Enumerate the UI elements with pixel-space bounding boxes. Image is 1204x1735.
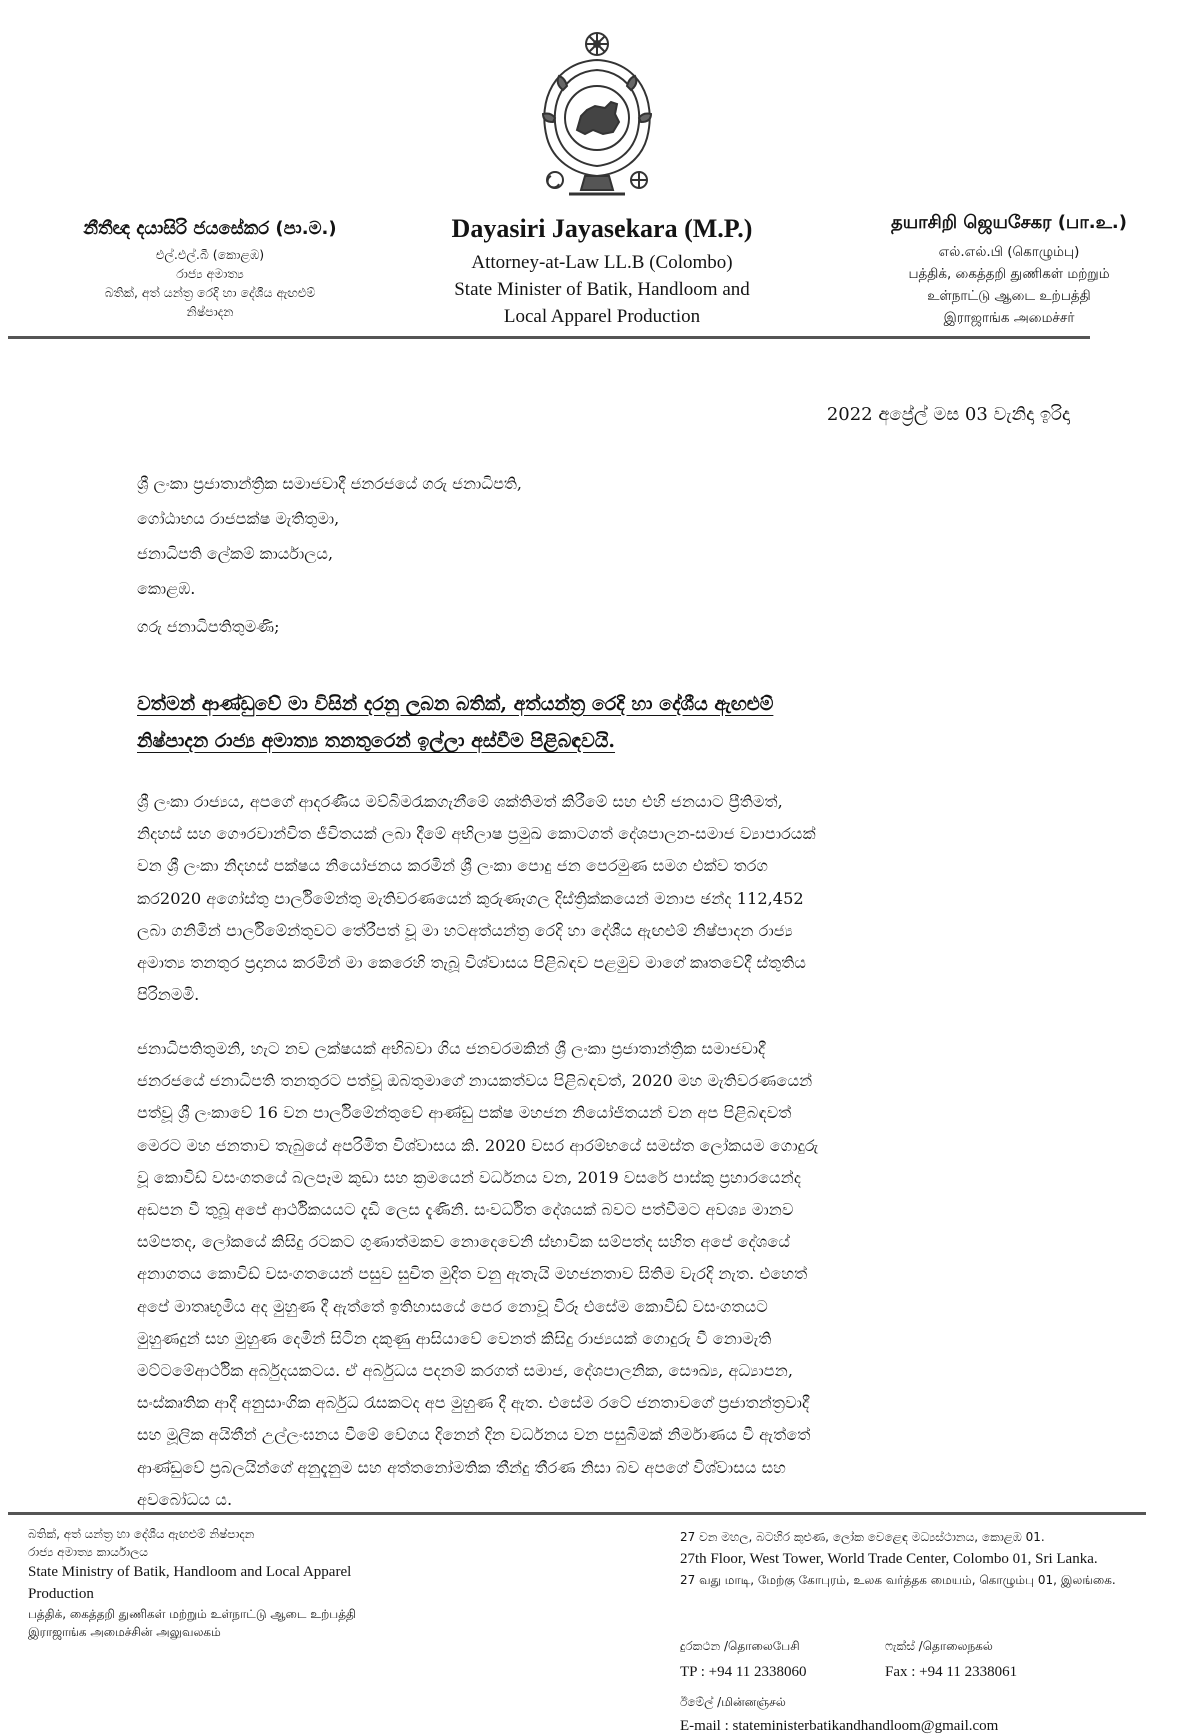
subject-line: නිෂ්පාදන රාජ්‍ය අමාත්‍ය තනතුරෙන් ඉල්ලා අස්වීම පිළිබඳවයි.	[137, 730, 616, 752]
qualification-english: Attorney-at-Law LL.B (Colombo)	[471, 252, 733, 273]
ministry-sinhala-1: බතික්, අත් යන්ත්‍ර රෙදි හා දේශීය ඇඟළුම්	[104, 285, 316, 300]
footer-office-block	[28, 1525, 448, 1641]
ministry-english-1: State Minister of Batik, Handloom and	[454, 279, 750, 300]
paragraph-2	[137, 1033, 1072, 1516]
office-name-tamil-1: பத்திக், கைத்தறி துணிகள் மற்றும் உள்நாட்டு ஆடை உற்பத்தி	[28, 1607, 356, 1621]
letterhead-tamil	[840, 212, 1178, 329]
address-tamil: 27 வது மாடி, மேற்கு கோபுரம், உலக வர்த்தக மையம், கொழும்பு 01, இலங்கை.	[680, 1573, 1116, 1587]
paragraph-line: අවබෝධය ය.	[137, 1489, 233, 1509]
email-label: ඊමේල් /மின்னஞ்சல்	[680, 1695, 786, 1709]
emblem-icon	[533, 30, 661, 198]
paragraph-line: මෙරට මහ ජනතාව තැබුයේ අපරිමිත විශ්වාසය කි. 2020 වසර ආරම්භයේ සමස්ත ලෝකයම ගොදුරු	[137, 1135, 819, 1155]
letterhead-sinhala	[30, 218, 390, 321]
ministry-tamil-2: உள்நாட்டு ஆடை உற்பத்தி	[927, 288, 1091, 304]
paragraph-line: නිදහස් සහ ගෞරවාන්විත ජීවිතයක් ලබා දීමේ අභිලාෂ ප්‍රමුඛ කොටගත් දේශපාලන-සමාජ ව්‍යාපාරයක්	[137, 824, 816, 844]
paragraph-line: ජනරජයේ ජනාධිපති තනතුරට පත්වූ ඔබතුමාගේ නායකත්වය පිළිබඳවත්, 2020 මහ මැතිවරණයෙන්	[137, 1071, 813, 1091]
phone-number: TP : +94 11 2338060	[680, 1664, 807, 1680]
paragraph-line: මට්ටමේආර්ථික අර්බුදයකටය. ඒ අර්බුධය පදනම් කරගත් සමාජ, දේශපාලනික, සෞඛ්‍ය, අධ්‍යාපන,	[137, 1361, 794, 1381]
footer-contact-block	[680, 1527, 1170, 1734]
fax-label: ෆැක්ස් /தொலைநகல்	[885, 1639, 993, 1653]
addressee-line: කොළඹ.	[137, 579, 196, 598]
paragraph-line: අපේ මාතෘභූමිය අද මුහුණ දී ඇත්තේ ඉතිහාසයේ පෙර නොවූ විරූ එසේම කොවිඩ් වසංගතයට	[137, 1296, 768, 1316]
qualification-sinhala: එල්.එල්.බී (කොළඹ)	[155, 247, 265, 262]
salutation: ගරු ජනාධිපතිතුමණි;	[137, 617, 280, 636]
ministry-tamil-3: இராஜாங்க அமைச்சர்	[943, 310, 1075, 326]
paragraph-1	[137, 786, 1072, 1011]
addressee-block	[137, 466, 1037, 606]
paragraph-line: ශ්‍රී ලංකා රාජ්‍යය, අපගේ ආදරණීය මව්බිමරැකගැනීමේ ශක්තිමත් කිරීමේ සහ එහි ජනයාට ප්‍රීතිමත්,	[137, 792, 783, 811]
email-address: E-mail : stateministerbatikandhandloom@gmail.com	[680, 1718, 999, 1734]
header-divider	[8, 336, 1090, 339]
address-english: 27th Floor, West Tower, World Trade Center, Colombo 01, Sri Lanka.	[680, 1551, 1098, 1567]
paragraph-line: ජනාධිපතිතුමනි, හැට නව ලක්ෂයක් අභිබවා ගිය ජනවරමකින් ශ්‍රී ලංකා ප්‍රජාතාන්ත්‍රික සමාජවාදී	[137, 1039, 766, 1058]
office-name-sinhala-2: රාජ්‍ය අමාත්‍ය කාර්යාලය	[28, 1545, 148, 1559]
paragraph-line: ආණ්ඩුවේ ප්‍රබලයින්ගේ අනුදැනුම සහ අත්තනෝමතික තීන්දු තීරණ නිසා බව අපගේ විශ්වාසය සහ	[137, 1457, 787, 1477]
paragraph-line: වූ කොවිඩ් වසංගතයේ බලපෑම කුඩා සහ ක්‍රමයෙන් වර්ධනය වන, 2019 වසරේ පාස්කු ප්‍රහාරයෙන්ද	[137, 1167, 802, 1187]
addressee-line: ජනාධිපති ලේකම් කාර්යාලය,	[137, 544, 334, 563]
paragraph-line: වන ශ්‍රී ලංකා නිදහස් පක්ෂය නියෝජනය කරමින් ශ්‍රී ලංකා පොදු ජන පෙරමුණ සමග එක්ව තරග	[137, 856, 769, 876]
letter-date: 2022 අප්‍රේල් මස 03 වැනිදා ඉරිදා	[826, 404, 1070, 425]
ministry-sinhala-2: නිෂ්පාදන	[186, 304, 234, 319]
minister-name-tamil: தயாசிறி ஜெயசேகர (பா.உ.)	[891, 212, 1127, 233]
office-name-sinhala-1: බතික්, අත් යන්ත්‍ර හා දේශීය ඇඟළුම් නිෂ්පාදන	[28, 1527, 255, 1541]
paragraph-line: අමාත්‍ය තනතුර ප්‍රදානය කරමින් මා කෙරෙහි තැබූ විශ්වාසය පිළිබඳව පළමුව මාගේ කෘතවේදී ස්තුතිය	[137, 953, 807, 973]
phone-label: දුරකථන /தொலைபேசி	[680, 1639, 800, 1653]
minister-name-sinhala: නීතීඥ දයාසිරි ජයසේකර (පා.ම.)	[83, 218, 337, 239]
office-name-english-1: State Ministry of Batik, Handloom and Local Apparel	[28, 1564, 352, 1580]
paragraph-line: අඩපන වී තුබූ අපේ ආර්ථිකයයට දැඩි ලෙස දැණිනි. සංවර්ධිත දේශයක් බවට පත්වීමට අවශ්‍ය මානව	[137, 1200, 794, 1220]
footer-divider	[8, 1512, 1146, 1515]
office-name-tamil-2: இராஜாங்க அமைச்சின் அலுவலகம்	[28, 1625, 221, 1639]
addressee-line: ගෝඨාභය රාජපක්ෂ මැතිතුමා,	[137, 509, 340, 528]
paragraph-line: සහ මූලික අයිතීන් උල්ලංඝනය වීමේ වේගය දිනෙන් දින වර්ධනය වන පසුබිමක් නිර්මාණය වී ඇත්තේ	[137, 1425, 811, 1445]
qualification-tamil: எல்.எல்.பி (கொழும்பு)	[938, 244, 1080, 260]
paragraph-line: අනාගතය කොවිඩ් වසංගතයෙන් පසුව සුචිත මුදිත වනු ඇතැයි මහජනතාව සිතිම වැරදි නැත. එහෙත්	[137, 1264, 808, 1284]
ministry-tamil-1: பத்திக், கைத்தறி துணிகள் மற்றும்	[908, 266, 1110, 282]
paragraph-line: පත්වූ ශ්‍රී ලංකාවේ 16 වන පාර්ලිමේන්තුවේ ආණ්ඩු පක්ෂ මහජන නියෝජිතයන් වන අප පිළිබඳවත්	[137, 1103, 792, 1123]
paragraph-line: මුහුණදුන් සහ මුහුණ දෙමින් සිටින දකුණු ආසියාවේ වෙනත් කිසිදු රාජ්‍යයක් ගොදුරු වී නොමැති	[137, 1328, 772, 1348]
paragraph-line: සම්පතද, ලෝකයේ කිසිදු රටකට ගුණාත්මකව නොදෙවෙනි ස්භාවික සම්පත්ද සහිත අපේ දේශයේ	[137, 1232, 790, 1252]
letterhead-english	[400, 214, 804, 330]
office-name-english-2: Production	[28, 1586, 94, 1602]
subject-heading	[137, 686, 1072, 760]
paragraph-line: කර2020 අගෝස්තු පාර්ලිමේන්තු මැතිවරණයෙන් කුරුණෑගල දිස්ත්‍රික්කයෙන් මනාප ඡන්ද 112,452	[137, 888, 804, 908]
minister-name-english: Dayasiri Jayasekara (M.P.)	[451, 214, 753, 243]
title-sinhala: රාජ්‍ය අමාත්‍ය	[176, 266, 244, 281]
address-sinhala: 27 වන මහල, බටහිර කුළුණ, ලෝක වෙළෙඳ මධ්‍යස්ථානය, කොළඹ 01.	[680, 1530, 1045, 1544]
paragraph-line: පිරිනමමි.	[137, 985, 200, 1005]
sri-lanka-emblem	[533, 30, 661, 198]
paragraph-line: සංස්කෘතික ආදී අනුසාංගික අර්බුධ රැසකටද අප මුහුණ දී ඇත. එසේම රටේ ජනතාවගේ ප්‍රජාතන්ත්‍රවාදී	[137, 1393, 810, 1413]
paragraph-line: ලබා ගනිමින් පාර්ලිමේන්තුවට තේරීපත් වූ මා හටඅත්යන්ත්‍ර රෙදි හා දේශීය ඇඟළුම් නිෂ්පාදන රාජ්‍ය	[137, 920, 793, 940]
subject-line: වත්මන් ආණ්ඩුවේ මා විසින් දරනු ලබන බතික්, අත්යන්ත්‍ර රෙදි හා දේශීය ඇඟළුම්	[137, 693, 774, 715]
fax-number: Fax : +94 11 2338061	[885, 1664, 1018, 1680]
ministry-english-2: Local Apparel Production	[503, 306, 701, 327]
addressee-line: ශ්‍රී ලංකා ප්‍රජාතාන්ත්‍රික සමාජවාදී ජනරජයේ ගරු ජනාධිපති,	[137, 474, 523, 493]
